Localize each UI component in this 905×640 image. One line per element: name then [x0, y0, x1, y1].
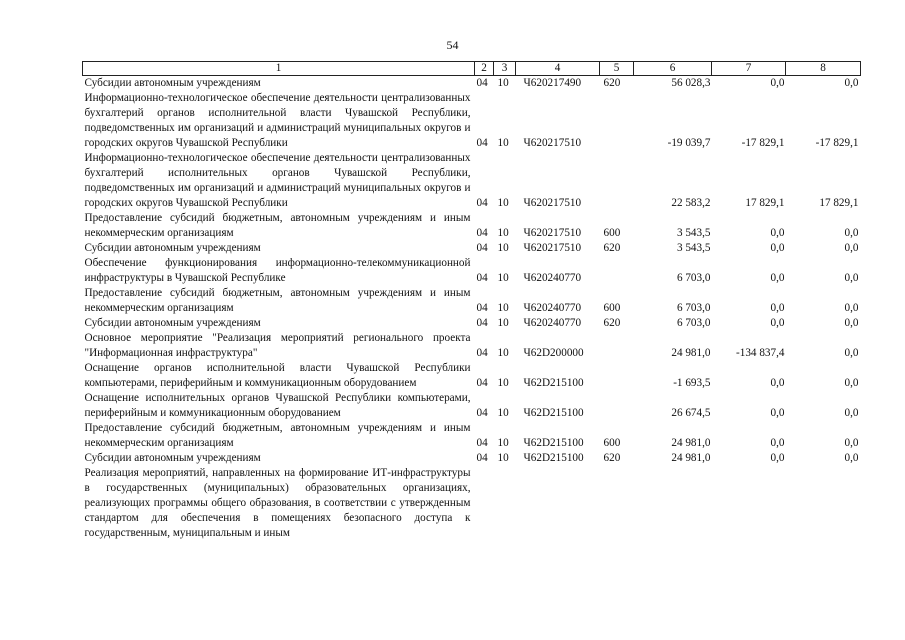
row-target-code: Ч62D215100	[523, 407, 584, 419]
table-row	[83, 151, 861, 211]
budget-table	[82, 61, 861, 541]
row-amount-3: 0,0	[844, 407, 859, 419]
row-amount-1: 24 981,0	[671, 347, 711, 359]
row-amount-2: 17 829,1	[745, 197, 785, 209]
row-section: 04	[476, 197, 488, 209]
row-expense-type	[600, 151, 634, 211]
row-amount-3: 0,0	[844, 377, 859, 389]
row-amount-2: 0,0	[770, 302, 785, 314]
row-amount-3	[786, 466, 861, 541]
row-amount-2: 0,0	[770, 377, 785, 389]
row-subsection: 10	[497, 227, 509, 239]
row-amount-1: 22 583,2	[671, 197, 711, 209]
row-amount-3: 0,0	[844, 77, 859, 89]
row-expense-type	[600, 391, 634, 421]
row-section: 04	[476, 302, 488, 314]
row-amount-1: 3 543,5	[676, 242, 711, 254]
row-amount-1: 6 703,0	[676, 302, 711, 314]
row-amount-3: 0,0	[844, 347, 859, 359]
row-name: Субсидии автономным учреждениям	[84, 242, 261, 254]
row-target-code: Ч62D215100	[523, 437, 584, 449]
row-amount-2	[712, 466, 786, 541]
table-row	[83, 76, 861, 92]
row-amount-1: -19 039,7	[667, 137, 711, 149]
row-amount-1: 3 543,5	[676, 227, 711, 239]
row-expense-type	[600, 256, 634, 286]
header-col-1: 1	[83, 62, 475, 76]
row-amount-2: 0,0	[770, 317, 785, 329]
table-row	[83, 286, 861, 316]
row-amount-1	[634, 466, 712, 541]
row-subsection: 10	[497, 242, 509, 254]
row-amount-2: -17 829,1	[741, 137, 785, 149]
row-target-code: Ч620217510	[523, 197, 582, 209]
row-subsection: 10	[497, 407, 509, 419]
table-row	[83, 91, 861, 151]
row-section	[475, 466, 494, 541]
row-expense-type	[600, 466, 634, 541]
row-expense-type: 620	[603, 452, 621, 464]
row-amount-1: 6 703,0	[676, 317, 711, 329]
row-amount-2: 0,0	[770, 407, 785, 419]
header-col-6: 6	[634, 62, 712, 76]
row-amount-2: 0,0	[770, 242, 785, 254]
row-name: Предоставление субсидий бюджетным, автономным учреждениям и иным некоммерческим организациям	[84, 287, 471, 314]
table-row	[83, 361, 861, 391]
row-expense-type: 620	[603, 242, 621, 254]
row-amount-2: 0,0	[770, 437, 785, 449]
table-row	[83, 466, 861, 541]
row-target-code: Ч620240770	[523, 302, 582, 314]
table-row	[83, 451, 861, 466]
row-subsection: 10	[497, 77, 509, 89]
header-col-3: 3	[494, 62, 516, 76]
header-col-2: 2	[475, 62, 494, 76]
row-section: 04	[476, 452, 488, 464]
row-target-code: Ч62D200000	[523, 347, 584, 359]
row-section: 04	[476, 317, 488, 329]
table-row	[83, 211, 861, 241]
row-target-code	[516, 466, 600, 541]
table-row	[83, 331, 861, 361]
row-amount-3: 0,0	[844, 437, 859, 449]
row-amount-3: 0,0	[844, 302, 859, 314]
row-expense-type: 600	[603, 227, 621, 239]
row-amount-2: 0,0	[770, 77, 785, 89]
row-section: 04	[476, 272, 488, 284]
row-target-code: Ч620217490	[523, 77, 582, 89]
row-name: Субсидии автономным учреждениям	[84, 317, 261, 329]
row-target-code: Ч62D215100	[523, 377, 584, 389]
row-amount-3: 0,0	[844, 272, 859, 284]
header-col-5: 5	[600, 62, 634, 76]
row-amount-1: 24 981,0	[671, 437, 711, 449]
row-target-code: Ч620217510	[523, 137, 582, 149]
row-section: 04	[476, 437, 488, 449]
row-section: 04	[476, 347, 488, 359]
row-target-code: Ч62D215100	[523, 452, 584, 464]
row-subsection: 10	[497, 197, 509, 209]
row-target-code: Ч620217510	[523, 242, 582, 254]
row-name: Предоставление субсидий бюджетным, автономным учреждениям и иным некоммерческим организациям	[84, 422, 471, 449]
row-section: 04	[476, 377, 488, 389]
row-expense-type: 620	[603, 317, 621, 329]
row-name: Субсидии автономным учреждениям	[84, 452, 261, 464]
row-expense-type: 600	[603, 437, 621, 449]
row-subsection: 10	[497, 377, 509, 389]
table-row	[83, 391, 861, 421]
row-amount-3: 17 829,1	[819, 197, 859, 209]
row-expense-type	[600, 361, 634, 391]
row-name: Субсидии автономным учреждениям	[84, 77, 261, 89]
row-section: 04	[476, 137, 488, 149]
table-header	[83, 62, 861, 76]
row-expense-type	[600, 91, 634, 151]
row-subsection: 10	[497, 317, 509, 329]
row-amount-2: 0,0	[770, 227, 785, 239]
table-row	[83, 256, 861, 286]
row-section: 04	[476, 227, 488, 239]
row-amount-1: 6 703,0	[676, 272, 711, 284]
row-name: Предоставление субсидий бюджетным, автономным учреждениям и иным некоммерческим организациям	[84, 212, 471, 239]
header-col-4: 4	[516, 62, 600, 76]
row-amount-1: 56 028,3	[671, 77, 711, 89]
row-name: Оснащение исполнительных органов Чувашской Республики компьютерами, периферийным и коммуникационным оборудованием	[84, 392, 471, 419]
row-section: 04	[476, 242, 488, 254]
table-row	[83, 241, 861, 256]
row-subsection: 10	[497, 272, 509, 284]
table-row	[83, 421, 861, 451]
row-expense-type: 620	[603, 77, 621, 89]
row-amount-3: 0,0	[844, 317, 859, 329]
row-amount-3: 0,0	[844, 227, 859, 239]
row-subsection: 10	[497, 137, 509, 149]
row-name: Оснащение органов исполнительной власти Чувашской Республики компьютерами, периферийным и коммуникационным оборудованием	[84, 362, 471, 389]
row-amount-1: -1 693,5	[673, 377, 711, 389]
row-target-code: Ч620240770	[523, 272, 582, 284]
row-amount-3: -17 829,1	[815, 137, 859, 149]
table-body	[83, 76, 861, 542]
row-target-code: Ч620240770	[523, 317, 582, 329]
row-expense-type	[600, 331, 634, 361]
row-name: Реализация мероприятий, направленных на формирование ИТ-инфраструктуры в государственных (муниципальных) образовательных организациях, реализующих программы общего образования, в соответствии с утвержденным стандартом для обеспечения в помещениях безопасного доступа к государственным, муниципальным и иным	[84, 467, 471, 539]
row-subsection: 10	[497, 437, 509, 449]
row-amount-3: 0,0	[844, 452, 859, 464]
page-number: 54	[446, 38, 459, 52]
row-amount-1: 24 981,0	[671, 452, 711, 464]
row-name: Обеспечение функционирования информационно-телекоммуникационной инфраструктуры в Чувашской Республике	[84, 257, 471, 284]
row-section: 04	[476, 77, 488, 89]
row-target-code: Ч620217510	[523, 227, 582, 239]
row-amount-3: 0,0	[844, 242, 859, 254]
row-amount-1: 26 674,5	[671, 407, 711, 419]
row-name: Информационно-технологическое обеспечение деятельности централизованных бухгалтерий исполнительных органов Чувашской Республики, подведомственных им организаций и администраций муниципальных округов и городских округов Чувашской Республики	[84, 152, 471, 209]
row-subsection: 10	[497, 302, 509, 314]
row-subsection	[494, 466, 516, 541]
row-name: Информационно-технологическое обеспечение деятельности централизованных бухгалтерий органов исполнительной власти Чувашской Республики, подведомственных им организаций и администраций муниципальных округов и городских округов Чувашской Республики	[84, 92, 471, 149]
row-expense-type: 600	[603, 302, 621, 314]
header-col-7: 7	[712, 62, 786, 76]
row-amount-2: -134 837,4	[736, 347, 785, 359]
row-subsection: 10	[497, 347, 509, 359]
row-name: Основное мероприятие "Реализация мероприятий регионального проекта "Информационная инфраструктура"	[84, 332, 471, 359]
header-row	[83, 62, 861, 76]
header-col-8: 8	[786, 62, 861, 76]
row-amount-2: 0,0	[770, 452, 785, 464]
row-section: 04	[476, 407, 488, 419]
row-amount-2: 0,0	[770, 272, 785, 284]
table-row	[83, 316, 861, 331]
row-subsection: 10	[497, 452, 509, 464]
